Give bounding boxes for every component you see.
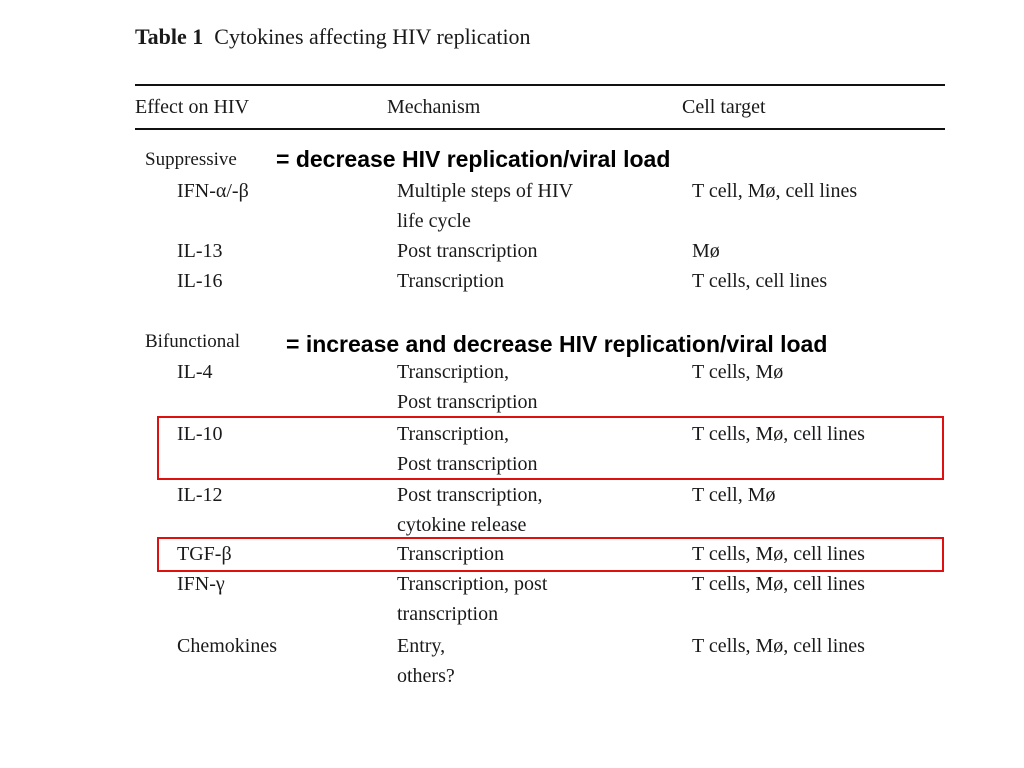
row-target: T cells, Mø, cell lines [692, 573, 865, 595]
row-mechanism: Transcription, [397, 361, 510, 383]
row-mechanism-cont: transcription [397, 603, 499, 625]
section-label-suppressive: Suppressive [145, 149, 237, 170]
row-mechanism: Transcription [397, 543, 505, 565]
row-target: T cell, Mø, cell lines [692, 180, 858, 202]
row-mechanism: Entry, [397, 635, 446, 657]
row-mechanism: Transcription [397, 270, 505, 292]
annotation-suppressive: = decrease HIV replication/viral load [276, 146, 671, 172]
row-name: IL-10 [177, 423, 223, 445]
row-name: Chemokines [177, 635, 277, 657]
row-target: T cells, Mø, cell lines [692, 423, 865, 445]
row-name: TGF-β [177, 543, 232, 565]
section-label-bifunctional: Bifunctional [145, 331, 240, 352]
table-title [135, 24, 531, 50]
row-name: IFN-γ [177, 573, 225, 595]
row-mechanism: Multiple steps of HIV [397, 180, 574, 202]
header-mechanism: Mechanism [387, 96, 481, 118]
table-number: Table 1 [135, 24, 204, 49]
header-rule [135, 128, 945, 130]
header-cell-target: Cell target [682, 96, 766, 118]
header-effect: Effect on HIV [135, 96, 250, 118]
row-mechanism-cont: others? [397, 665, 455, 687]
row-name: IL-16 [177, 270, 223, 292]
row-mechanism: Transcription, post [397, 573, 548, 595]
top-rule [135, 84, 945, 86]
row-target: Mø [692, 240, 720, 262]
table-caption: Cytokines affecting HIV replication [214, 24, 531, 49]
row-target: T cells, Mø, cell lines [692, 635, 865, 657]
row-mechanism: Transcription, [397, 423, 510, 445]
row-name: IL-12 [177, 484, 223, 506]
annotation-bifunctional: = increase and decrease HIV replication/viral load [286, 331, 828, 357]
row-target: T cells, cell lines [692, 270, 828, 292]
row-mechanism-cont: life cycle [397, 210, 471, 232]
row-name: IL-4 [177, 361, 213, 383]
row-target: T cell, Mø [692, 484, 776, 506]
row-name: IL-13 [177, 240, 223, 262]
row-mechanism: Post transcription [397, 240, 538, 262]
row-target: T cells, Mø, cell lines [692, 543, 865, 565]
row-mechanism-cont: Post transcription [397, 453, 538, 475]
row-mechanism-cont: Post transcription [397, 391, 538, 413]
row-name: IFN-α/-β [177, 180, 249, 202]
row-target: T cells, Mø [692, 361, 784, 383]
row-mechanism-cont: cytokine release [397, 514, 527, 536]
row-mechanism: Post transcription, [397, 484, 543, 506]
